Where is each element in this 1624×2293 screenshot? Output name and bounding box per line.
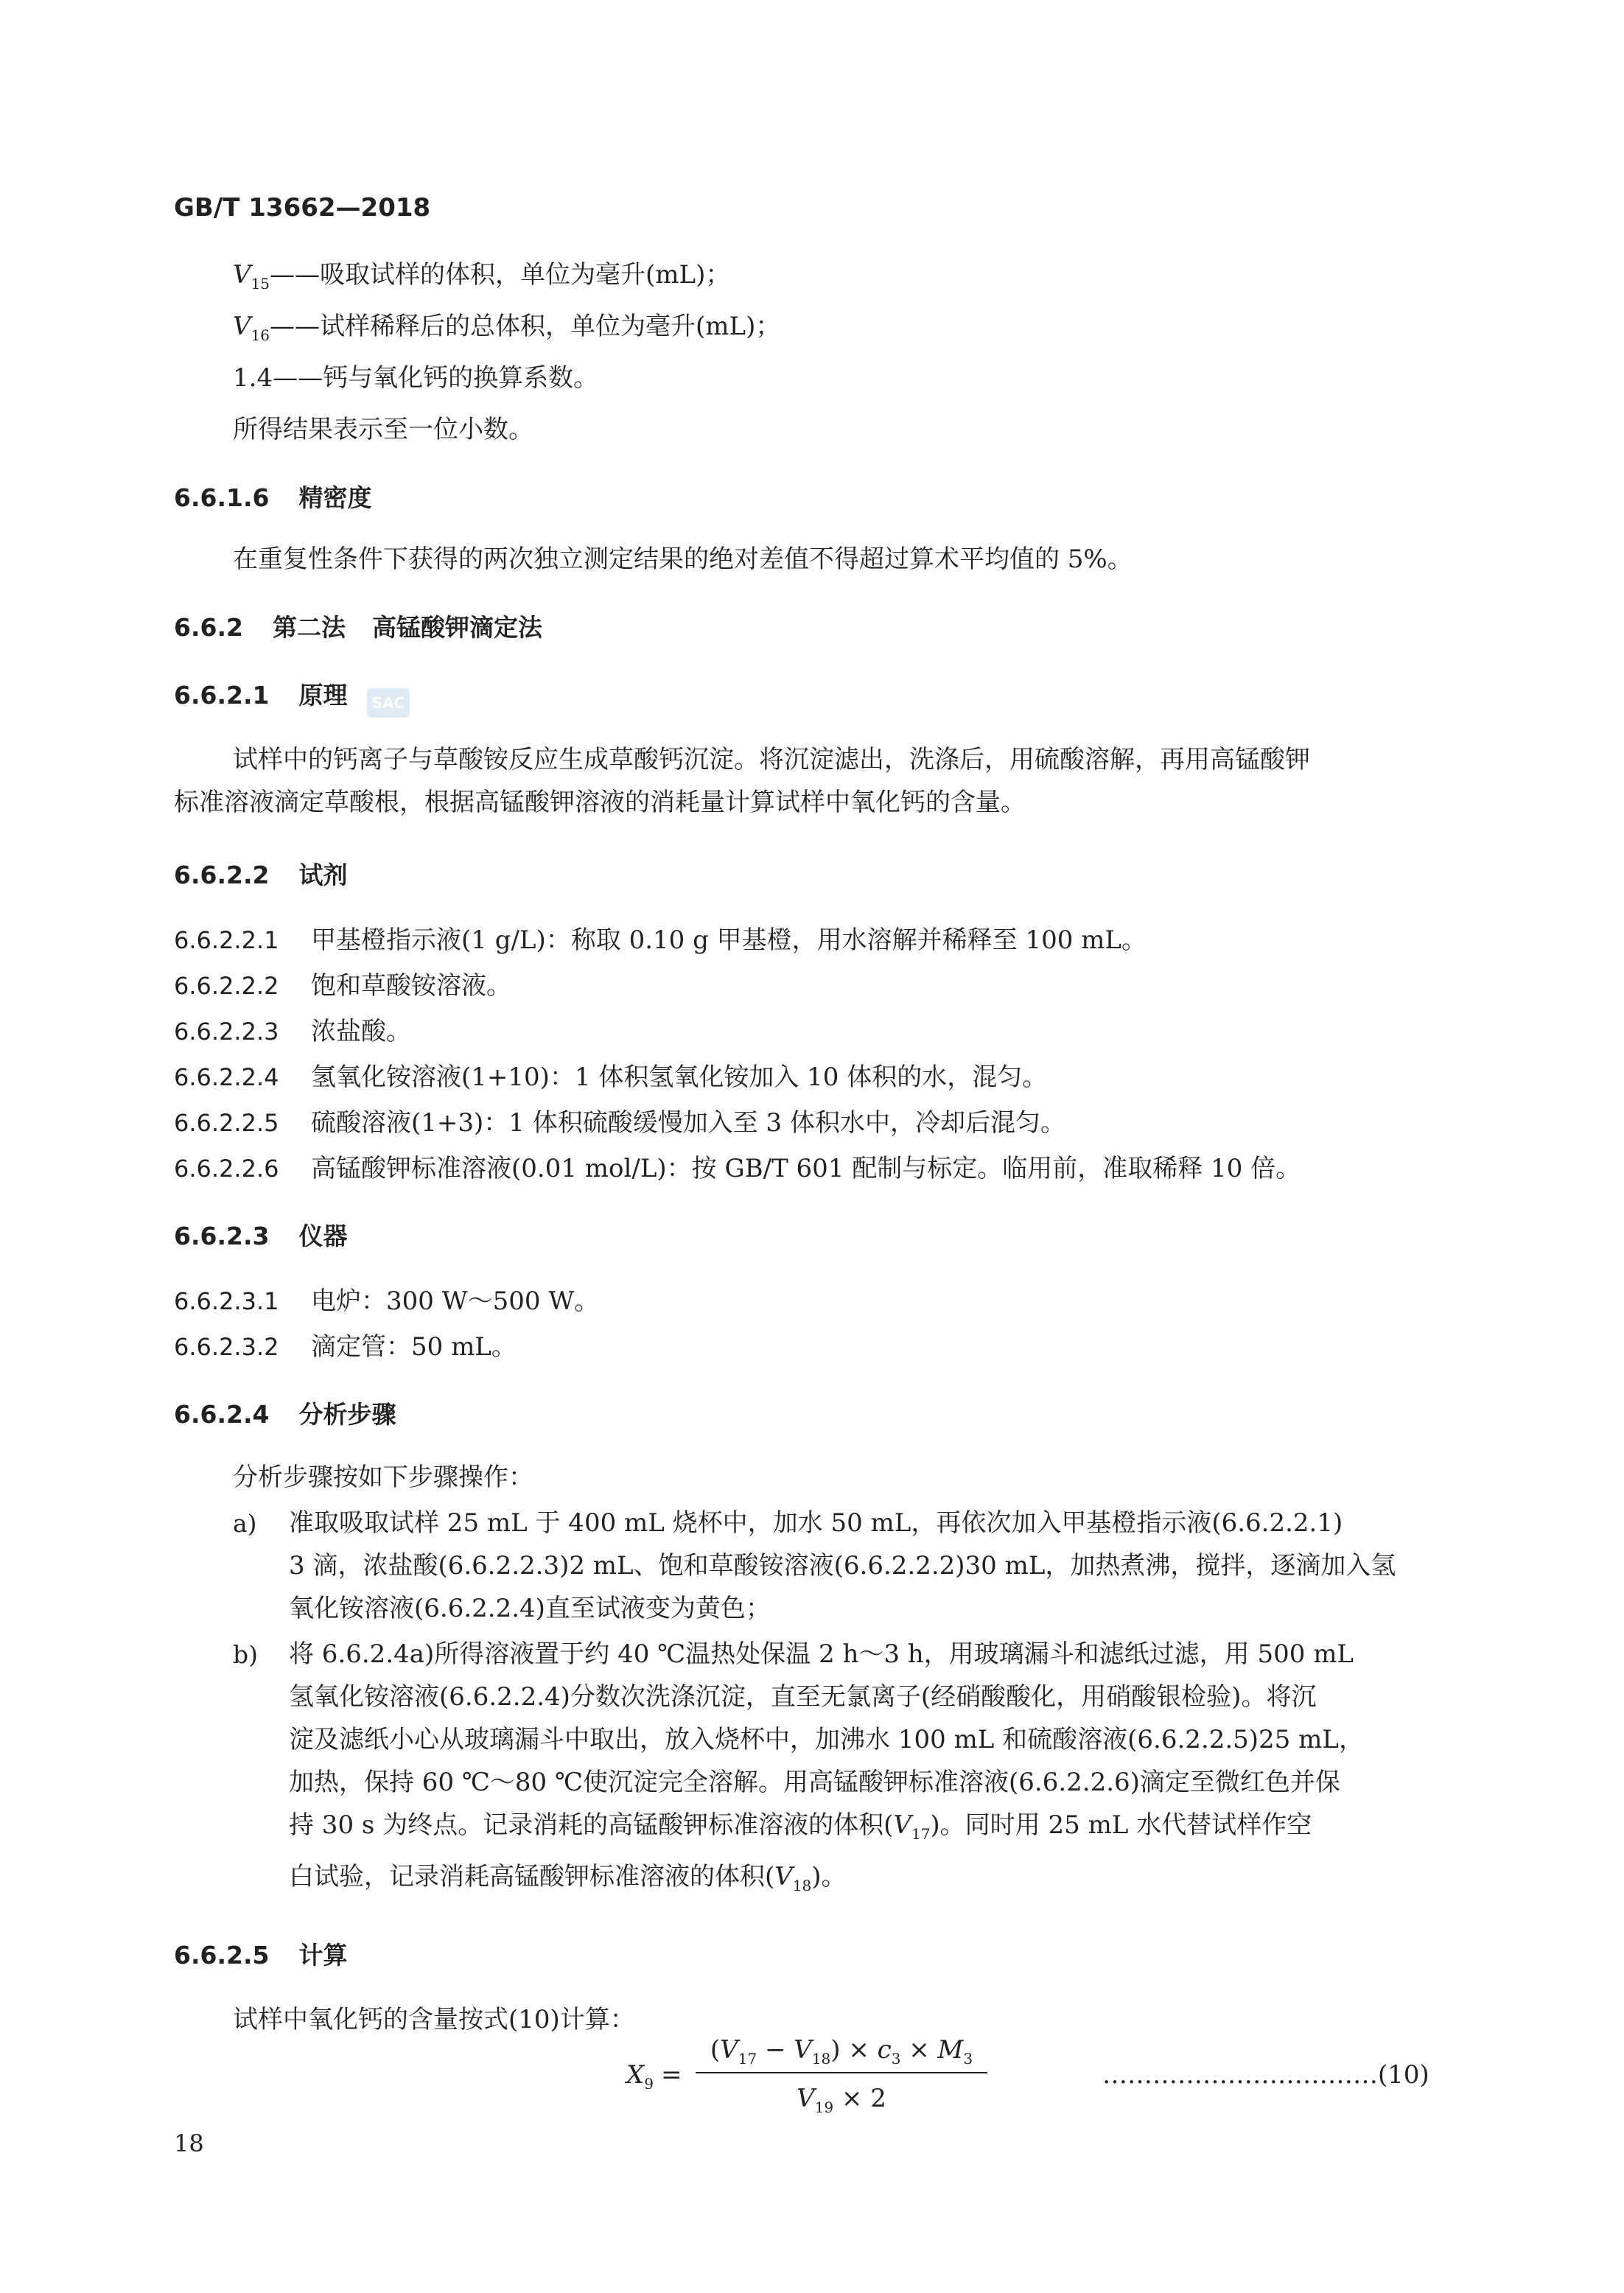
reagent-item: 6.6.2.2.4 氢氧化铵溶液(1+10)：1 体积氢氧化铵加入 10 体积的水，混匀。 bbox=[174, 1063, 1048, 1092]
heading-6-6-1-6: 6.6.1.6 精密度 bbox=[174, 483, 372, 512]
heading-6-6-2-5: 6.6.2.5 计算 bbox=[174, 1941, 348, 1970]
instrument-item: 6.6.2.3.2 滴定管：50 mL。 bbox=[174, 1332, 517, 1362]
formula-denominator: $V_{19} \times 2$ bbox=[797, 2084, 886, 2116]
heading-6-6-2: 6.6.2 第二法 高锰酸钾滴定法 bbox=[174, 613, 542, 642]
formula-numerator: $(V_{17} - V_{18}) \times c_3 \times M_3$ bbox=[710, 2035, 973, 2068]
reagent-item: 6.6.2.2.5 硫酸溶液(1+3)：1 体积硫酸缓慢加入至 3 体积水中，冷却后混匀。 bbox=[174, 1108, 1065, 1138]
procedure-step-a: 准取吸取试样 25 mL 于 400 mL 烧杯中，加水 50 mL，再依次加入甲基橙指示液(6.6.2.2.1) 3 滴，浓盐酸(6.6.2.2.3)2 mL、饱和草酸铵溶液(6.6.2.2.2)30 mL，加热煮沸，搅拌，逐滴加入氢 氧化铵溶液(6.6.2.2.4)直至试液变为黄色； bbox=[289, 1508, 1396, 1623]
reagent-item: 6.6.2.2.3 浓盐酸。 bbox=[174, 1017, 411, 1046]
result-note: 所得结果表示至一位小数。 bbox=[233, 415, 533, 444]
principle-paragraph: 试样中的钙离子与草酸铵反应生成草酸钙沉淀。将沉淀滤出，洗涤后，用硫酸溶解，再用高锰酸钾 标准溶液滴定草酸根，根据高锰酸钾溶液的消耗量计算试样中氧化钙的含量。 bbox=[174, 745, 1310, 817]
heading-6-6-2-2: 6.6.2.2 试剂 bbox=[174, 861, 348, 889]
heading-6-6-2-1: 6.6.2.1 原理 bbox=[174, 681, 348, 710]
heading-6-6-2-4: 6.6.2.4 分析步骤 bbox=[174, 1400, 396, 1429]
standard-code: GB/T 13662—2018 bbox=[174, 193, 431, 223]
page-number: 18 bbox=[174, 2129, 204, 2157]
calculation-intro: 试样中氧化钙的含量按式(10)计算： bbox=[233, 2005, 635, 2034]
reagent-item: 6.6.2.2.6 高锰酸钾标准溶液(0.01 mol/L)：按 GB/T 601 配制与标定。临用前，准取稀释 10 倍。 bbox=[174, 1154, 1301, 1183]
formula-lhs: $X_9$ = bbox=[626, 2060, 682, 2093]
var-def-factor: 1.4——钙与氧化钙的换算系数。 bbox=[233, 363, 599, 393]
var-def-v16: $V_{16}——$试样稀释后的总体积，单位为毫升(mL)； bbox=[233, 312, 781, 344]
procedure-intro: 分析步骤按如下步骤操作： bbox=[233, 1463, 533, 1492]
procedure-step-b: 将 6.6.2.4a)所得溶液置于约 40 ℃温热处保温 2 h～3 h，用玻璃漏斗和滤纸过滤，用 500 mL 氢氧化铵溶液(6.6.2.2.4)分数次洗涤沉淀，直至无氯离子(经硝酸酸化，用硝酸银检验)。将沉 淀及滤纸小心从玻璃漏斗中取出，放入烧杯中，加沸水 100 mL 和硫酸溶液(6.6.2.2.5)25 mL， 加热，保持 60 ℃～80 ℃使沉淀完全溶解。用高锰酸钾标准溶液(6.6.2.2.6)滴定至微红色并保 持 30 s 为终点。记录消耗的高锰酸钾标准溶液的体积$(V_{17})$。同时用 25 mL 水代替试样作空 白试验，记录消耗高锰酸钾标准溶液的体积$(V_{18})$。 bbox=[289, 1639, 1364, 1894]
sac-watermark-logo: SAC bbox=[367, 688, 410, 718]
heading-6-6-2-3: 6.6.2.3 仪器 bbox=[174, 1222, 348, 1250]
reagent-item: 6.6.2.2.1 甲基橙指示液(1 g/L)：称取 0.10 g 甲基橙，用水溶解并稀释至 100 mL。 bbox=[174, 925, 1147, 955]
reagent-item: 6.6.2.2.2 饱和草酸铵溶液。 bbox=[174, 971, 511, 1001]
var-def-v15: $V_{15}——$吸取试样的体积，单位为毫升(mL)； bbox=[233, 260, 731, 293]
instrument-item: 6.6.2.3.1 电炉：300 W～500 W。 bbox=[174, 1286, 600, 1316]
list-label-b: b) bbox=[233, 1640, 258, 1669]
equation-number: ……………………………(10) bbox=[1102, 2060, 1429, 2090]
list-label-a: a) bbox=[233, 1509, 257, 1538]
precision-text: 在重复性条件下获得的两次独立测定结果的绝对差值不得超过算术平均值的 5%。 bbox=[233, 545, 1133, 574]
fraction-bar bbox=[696, 2072, 987, 2073]
